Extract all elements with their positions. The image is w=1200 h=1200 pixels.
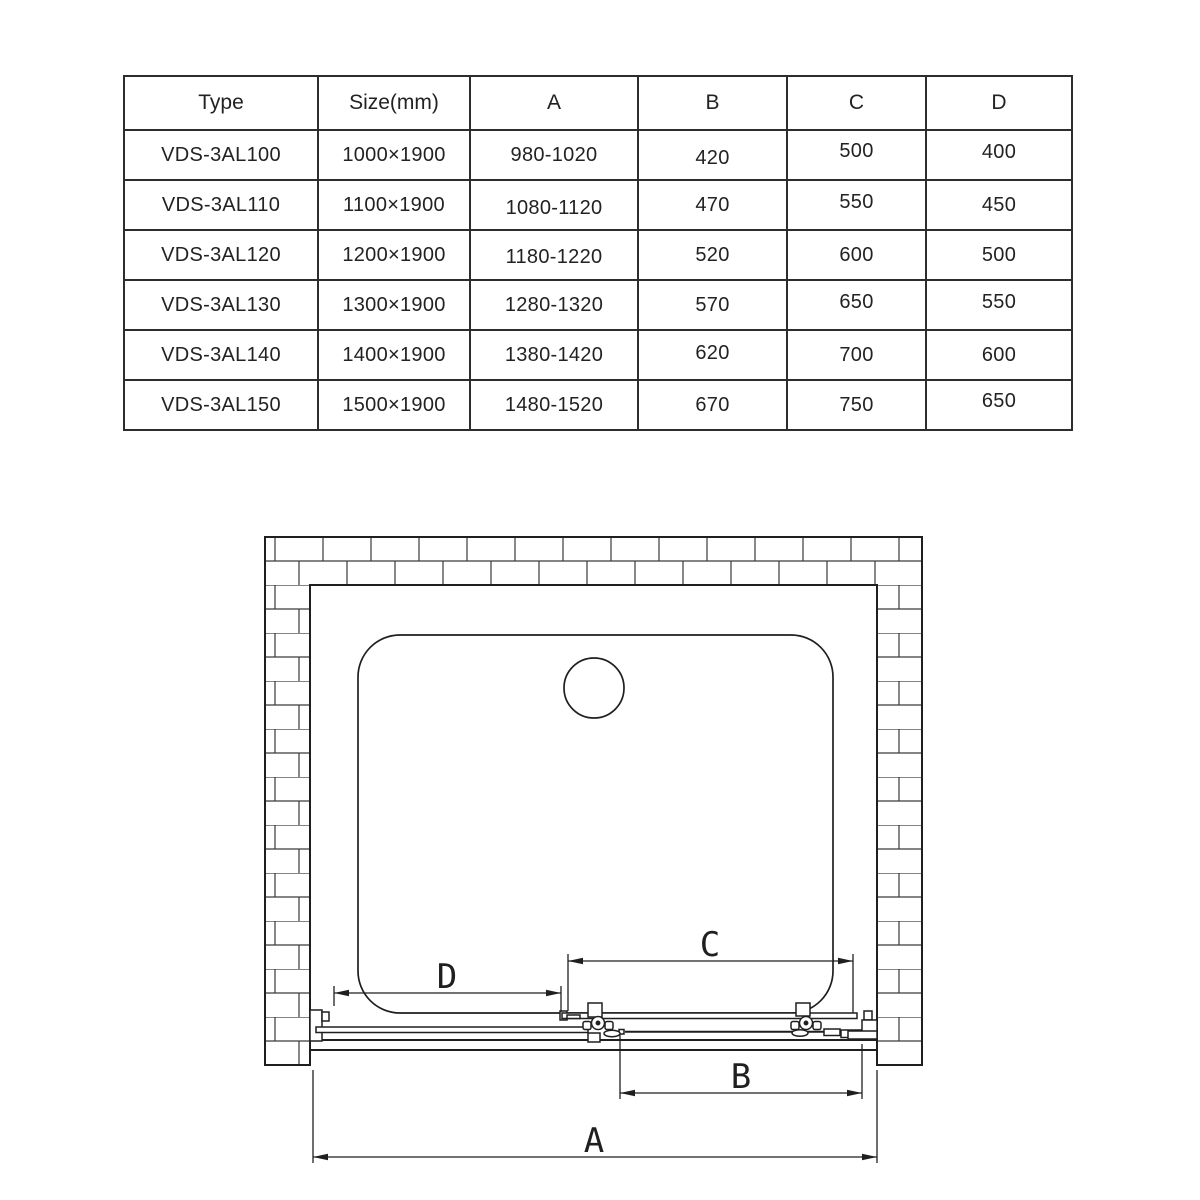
left-wall-profile	[310, 1010, 329, 1041]
cell-d: 600	[926, 330, 1072, 380]
arrow-right-icon	[847, 1090, 862, 1096]
col-header-c: C	[787, 76, 926, 130]
cell-b: 470	[638, 180, 787, 230]
dimension-label-c: C	[699, 925, 721, 965]
cell-d: 500	[926, 230, 1072, 280]
col-header-size: Size(mm)	[318, 76, 470, 130]
dimension-label-a: A	[583, 1121, 605, 1161]
col-header-b: B	[638, 76, 787, 130]
cell-type: VDS-3AL100	[124, 130, 318, 180]
arrow-left-icon	[313, 1154, 328, 1160]
cell-c: 600	[787, 230, 926, 280]
cell-d: 550	[926, 277, 1072, 327]
drain-circle	[564, 658, 624, 718]
sliding-panel-glass	[619, 1029, 867, 1038]
cell-size: 1000×1900	[318, 130, 470, 180]
cell-a: 1480-1520	[470, 380, 638, 430]
slider-track	[560, 1011, 857, 1020]
arrow-left-icon	[334, 990, 349, 996]
cell-b: 420	[638, 133, 787, 183]
fixed-panel-glass	[316, 1027, 588, 1033]
cell-size: 1300×1900	[318, 280, 470, 330]
cell-size: 1500×1900	[318, 380, 470, 430]
col-header-type: Type	[124, 76, 318, 130]
cell-b: 520	[638, 230, 787, 280]
cell-d: 400	[926, 127, 1072, 177]
cell-type: VDS-3AL130	[124, 280, 318, 330]
arrow-right-icon	[862, 1154, 877, 1160]
cell-a: 1180-1220	[470, 232, 638, 282]
cell-a: 1280-1320	[470, 280, 638, 330]
cell-type: VDS-3AL110	[124, 180, 318, 230]
cell-c: 500	[787, 126, 926, 176]
dimension-label-b: B	[730, 1057, 752, 1097]
cell-b: 570	[638, 280, 787, 330]
cell-a: 1080-1120	[470, 183, 638, 233]
cell-size: 1400×1900	[318, 330, 470, 380]
cell-c: 750	[787, 380, 926, 430]
cell-d: 650	[926, 376, 1072, 426]
cell-c: 650	[787, 277, 926, 327]
cell-b: 620	[638, 328, 787, 378]
arrow-left-icon	[620, 1090, 635, 1096]
cell-b: 670	[638, 380, 787, 430]
cell-a: 980-1020	[470, 130, 638, 180]
cell-type: VDS-3AL150	[124, 380, 318, 430]
cell-size: 1100×1900	[318, 180, 470, 230]
arrow-right-icon	[838, 958, 853, 964]
cell-type: VDS-3AL140	[124, 330, 318, 380]
cell-d: 450	[926, 180, 1072, 230]
cell-size: 1200×1900	[318, 230, 470, 280]
cell-c: 700	[787, 330, 926, 380]
cell-a: 1380-1420	[470, 330, 638, 380]
col-header-a: A	[470, 76, 638, 130]
cell-c: 550	[787, 177, 926, 227]
cell-type: VDS-3AL120	[124, 230, 318, 280]
col-header-d: D	[926, 76, 1072, 130]
dimension-label-d: D	[436, 957, 458, 997]
